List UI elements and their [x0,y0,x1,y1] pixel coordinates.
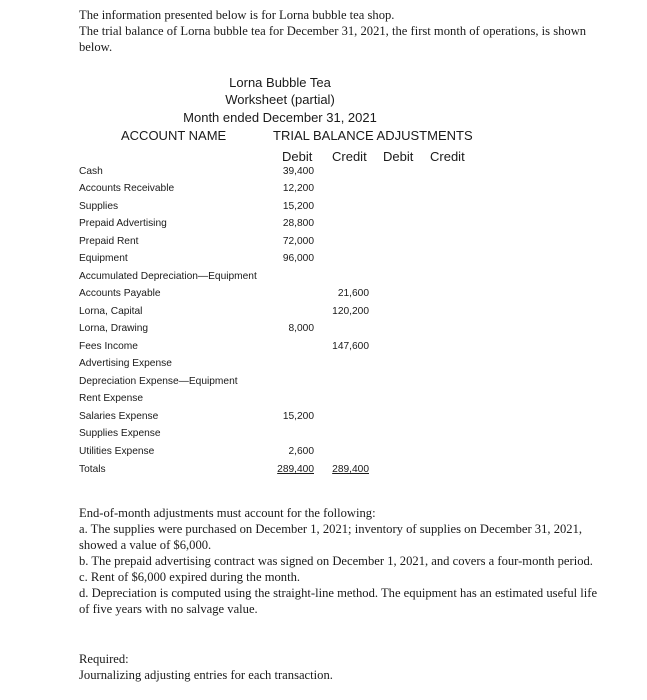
prepaid-advertising-debit: 28,800 [282,218,314,229]
intro-line-1: The information presented below is for Lorna bubble tea shop. [79,8,395,22]
account-lorna-drawing: Lorna, Drawing [79,323,149,334]
account-prepaid-advertising: Prepaid Advertising [79,218,167,229]
worksheet-company: Lorna Bubble Tea [229,75,331,90]
account-salaries-expense: Salaries Expense [79,411,159,422]
adjustment-d: d. Depreciation is computed using the straight-line method. The equipment has an estimated useful life of five years with no salvage value. [79,586,598,616]
trial-balance-adjustments-header: TRIAL BALANCE ADJUSTMENTS [273,128,473,143]
account-lorna-capital: Lorna, Capital [79,306,143,317]
account-fees-income: Fees Income [79,341,138,352]
supplies-debit: 15,200 [282,201,314,212]
worksheet-title: Worksheet (partial) [225,92,335,107]
prepaid-rent-debit: 72,000 [282,236,314,247]
required-label: Required: [79,652,129,666]
account-depreciation-expense: Depreciation Expense—Equipment [79,376,238,387]
lorna-drawing-debit: 8,000 [288,323,314,334]
utilities-expense-debit: 2,600 [288,446,314,457]
worksheet-period: Month ended December 31, 2021 [183,110,377,125]
account-accounts-payable: Accounts Payable [79,288,161,299]
required-section [79,651,599,683]
equipment-debit: 96,000 [282,253,314,264]
lorna-capital-credit: 120,200 [332,306,369,317]
account-supplies-expense: Supplies Expense [79,428,161,439]
fees-income-credit: 147,600 [332,341,369,352]
accounts-payable-credit: 21,600 [337,288,369,299]
account-utilities-expense: Utilities Expense [79,446,155,457]
adjustments-section [79,505,599,617]
adjustment-b: b. The prepaid advertising contract was signed on December 1, 2021, and covers a four-month period. [79,554,593,568]
adjustment-c: c. Rent of $6,000 expired during the month. [79,570,301,584]
account-accounts-receivable: Accounts Receivable [79,183,175,194]
accounts-receivable-debit: 12,200 [282,183,314,194]
account-name-header: ACCOUNT NAME [121,128,227,143]
tb-credit-header: Credit [332,149,367,164]
adjustments-heading: End-of-month adjustments must account for the following: [79,506,376,520]
tb-debit-header: Debit [282,149,313,164]
account-advertising-expense: Advertising Expense [79,358,172,369]
adjustment-a: a. The supplies were purchased on December 1, 2021; inventory of supplies on December 31, 2021, showed a value of $6,000. [79,522,583,552]
account-accumulated-depreciation: Accumulated Depreciation—Equipment [79,271,257,282]
account-rent-expense: Rent Expense [79,393,143,404]
account-equipment: Equipment [79,253,128,264]
account-totals: Totals [79,464,106,475]
account-cash: Cash [79,166,103,177]
account-prepaid-rent: Prepaid Rent [79,236,139,247]
cash-debit: 39,400 [282,166,314,177]
intro-line-2: The trial balance of Lorna bubble tea for December 31, 2021, the first month of operations, is shown below. [79,24,587,54]
totals-credit: 289,400 [332,464,369,475]
intro-paragraph [79,7,619,55]
totals-debit: 289,400 [277,464,314,475]
adj-credit-header: Credit [430,149,465,164]
salaries-expense-debit: 15,200 [282,411,314,422]
account-supplies: Supplies [79,201,119,212]
required-text: Journalizing adjusting entries for each transaction. [79,668,333,682]
adj-debit-header: Debit [383,149,414,164]
